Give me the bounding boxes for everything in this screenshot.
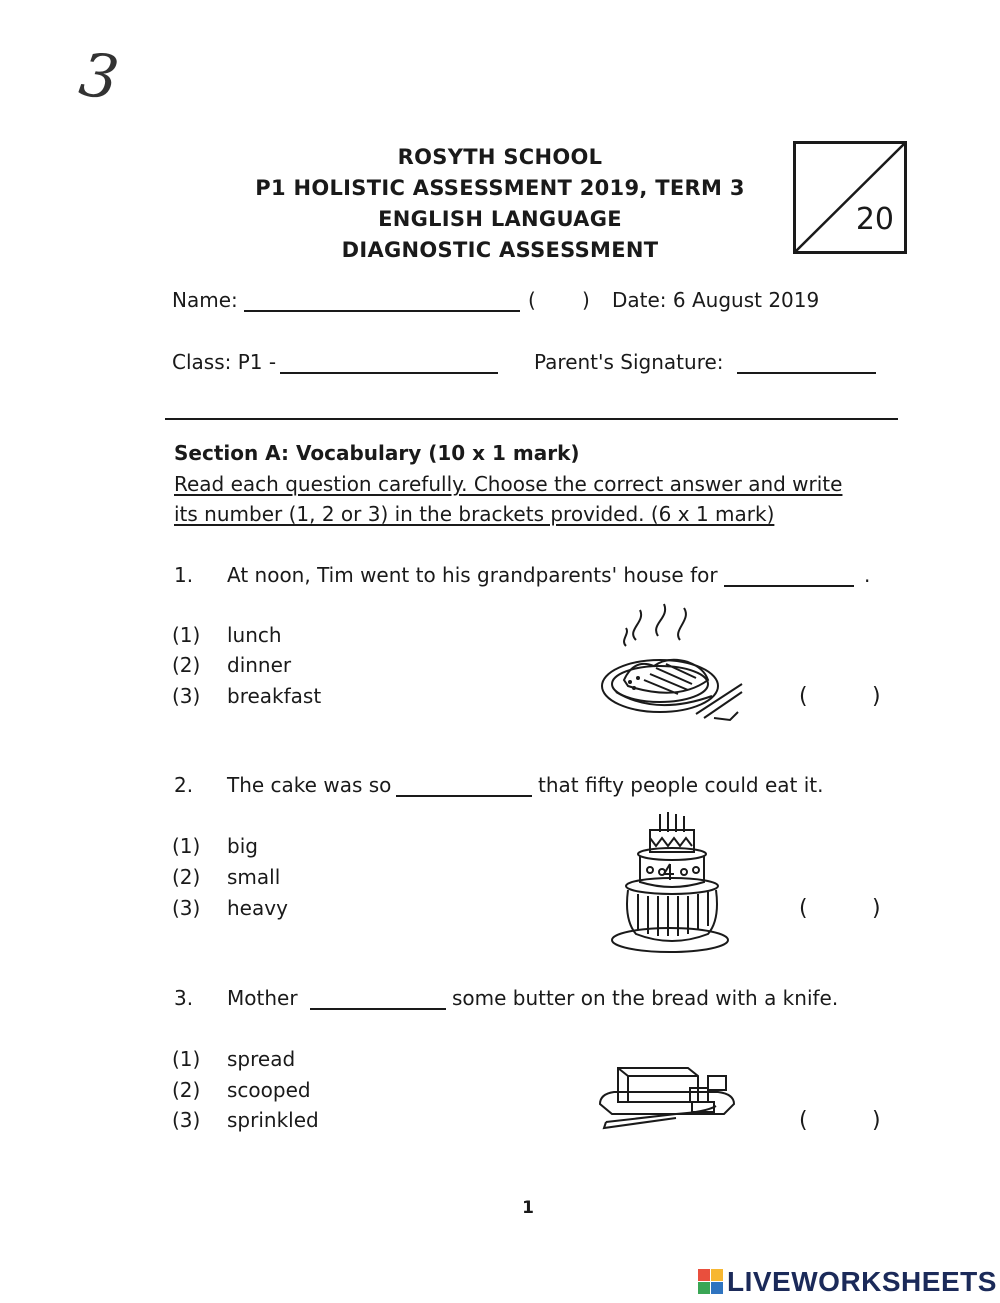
q1-option-3-number: (3) — [172, 684, 201, 708]
signature-label: Parent's Signature: — [534, 350, 724, 374]
liveworksheets-logo — [698, 1266, 997, 1298]
assessment-type: DIAGNOSTIC ASSESSMENT — [341, 238, 659, 262]
butter-dish-picture — [596, 1058, 738, 1138]
q1-option-3-text: breakfast — [227, 684, 322, 708]
q3-bracket-close: ) — [872, 1108, 881, 1133]
instruction-line-2: its number (1, 2 or 3) in the brackets provided. (6 x 1 mark) — [174, 502, 775, 526]
signature-field[interactable] — [737, 352, 876, 374]
q1-answer-field[interactable] — [815, 684, 865, 712]
question-1-blank — [724, 565, 854, 587]
index-bracket-open: ( — [528, 288, 536, 312]
name-field[interactable] — [244, 290, 520, 312]
page-number: 1 — [522, 1198, 534, 1218]
q2-option-3-number: (3) — [172, 896, 201, 920]
q3-option-3-text: sprinkled — [227, 1108, 319, 1132]
question-3-text: Mother — [227, 986, 298, 1010]
q3-option-1-number: (1) — [172, 1047, 201, 1071]
score-box[interactable] — [793, 141, 907, 254]
header-divider — [165, 418, 898, 420]
question-2-text: The cake was so — [227, 773, 392, 797]
q3-option-2-text: scooped — [227, 1078, 311, 1102]
q3-option-2-number: (2) — [172, 1078, 201, 1102]
question-2-blank — [396, 775, 532, 797]
q2-option-1-text: big — [227, 834, 258, 858]
instruction-line-1: Read each question carefully. Choose the correct answer and write — [174, 472, 843, 496]
q1-option-1-text: lunch — [227, 623, 282, 647]
section-title: Section A: Vocabulary (10 x 1 mark) — [174, 441, 580, 465]
q3-answer-field[interactable] — [815, 1108, 865, 1136]
question-1-text: At noon, Tim went to his grandparents' house for — [227, 563, 718, 587]
subject-title: ENGLISH LANGUAGE — [378, 207, 622, 231]
q1-option-2-number: (2) — [172, 653, 201, 677]
q2-option-2-number: (2) — [172, 865, 201, 889]
q3-option-1-text: spread — [227, 1047, 296, 1071]
assessment-title: P1 HOLISTIC ASSESSMENT 2019, TERM 3 — [255, 176, 745, 200]
question-3-number: 3. — [174, 986, 194, 1010]
q1-bracket-open: ( — [799, 684, 808, 709]
question-2-end: that fifty people could eat it. — [538, 773, 824, 797]
question-3-end: some butter on the bread with a knife. — [452, 986, 839, 1010]
class-label: Class: P1 - — [172, 350, 277, 374]
school-name: ROSYTH SCHOOL — [397, 145, 603, 169]
q3-bracket-open: ( — [799, 1108, 808, 1133]
q2-answer-field[interactable] — [815, 896, 865, 924]
class-field[interactable] — [280, 352, 498, 374]
handwritten-page-mark: 3 — [75, 39, 123, 115]
liveworksheets-wordmark: LIVEWORKSHEETS — [727, 1266, 997, 1297]
grilled-meal-picture — [596, 600, 746, 732]
q2-option-3-text: heavy — [227, 896, 288, 920]
q2-bracket-open: ( — [799, 896, 808, 921]
index-bracket-close: ) — [582, 288, 590, 312]
name-label: Name: — [172, 288, 238, 312]
question-1-number: 1. — [174, 563, 194, 587]
index-number-field[interactable] — [546, 288, 576, 312]
q3-option-3-number: (3) — [172, 1108, 201, 1132]
q2-option-2-text: small — [227, 865, 281, 889]
birthday-cake-picture — [606, 810, 730, 956]
liveworksheets-icon — [698, 1269, 724, 1295]
question-2-number: 2. — [174, 773, 194, 797]
q2-bracket-close: ) — [872, 896, 881, 921]
score-total: 20 — [855, 202, 894, 237]
q2-option-1-number: (1) — [172, 834, 201, 858]
q1-option-2-text: dinner — [227, 653, 292, 677]
question-3-blank — [310, 988, 446, 1010]
q1-bracket-close: ) — [872, 684, 881, 709]
question-1-end: . — [864, 563, 871, 587]
q1-option-1-number: (1) — [172, 623, 201, 647]
date-text: Date: 6 August 2019 — [612, 288, 820, 312]
